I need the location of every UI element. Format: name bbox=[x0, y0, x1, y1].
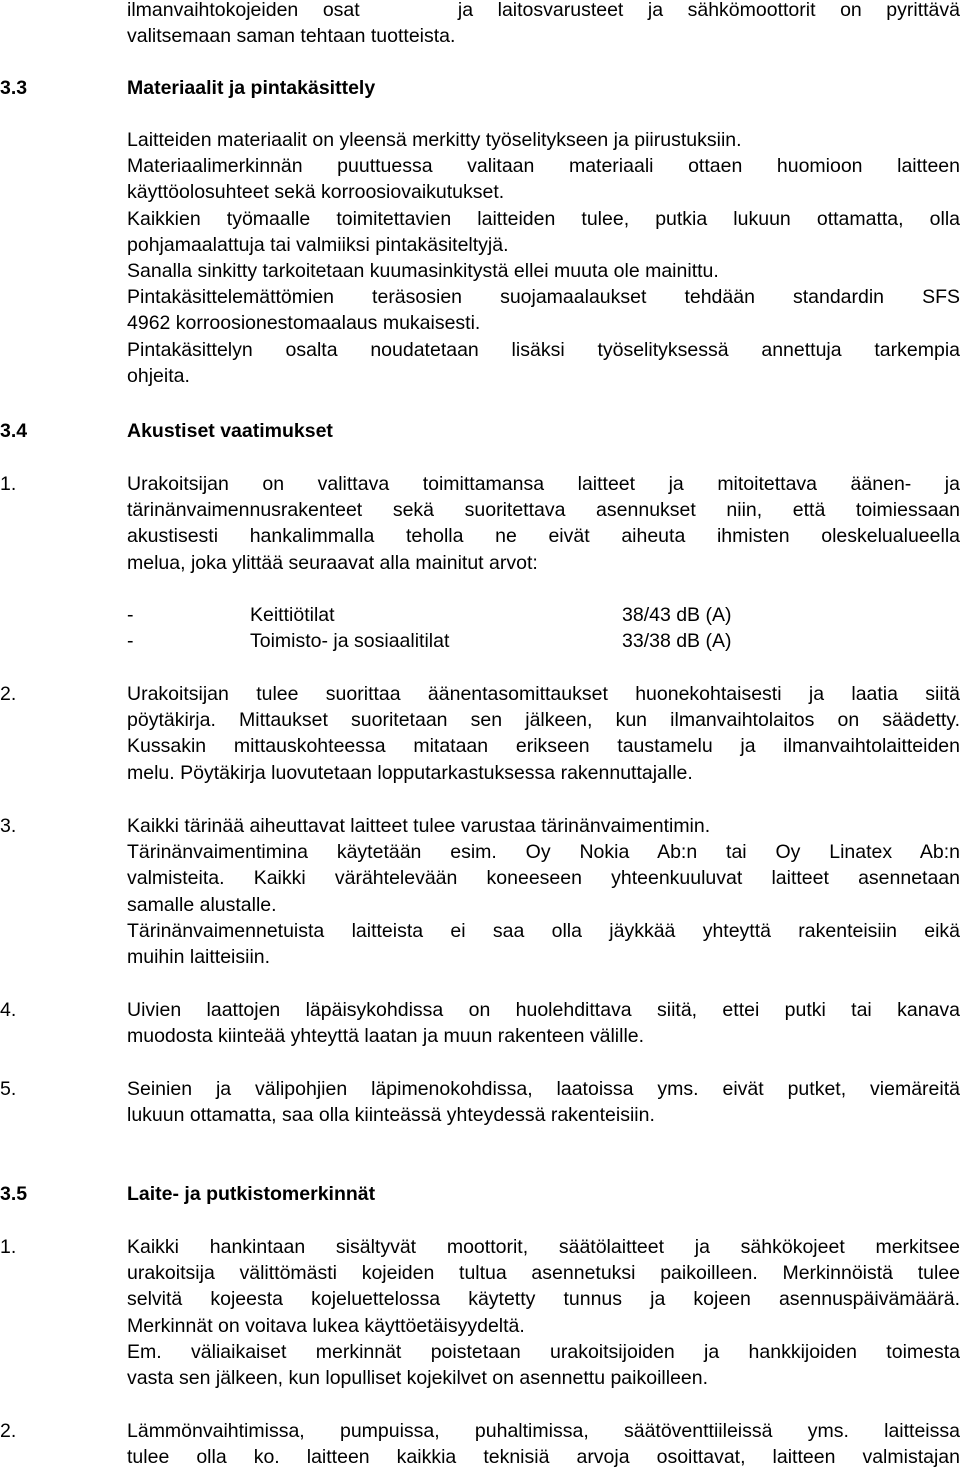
list-item bbox=[127, 681, 960, 786]
text-line: melu. Pöytäkirja luovutetaan lopputarkastuksessa rakennuttajalle. bbox=[127, 761, 693, 784]
table-cell-value: 38/43 dB (A) bbox=[622, 604, 732, 626]
text-line: selvitä kojeesta kojeluettelossa käytetty tunnus ja kojeen asennuspäivämäärä. bbox=[127, 1288, 960, 1311]
text-line: lukuun ottamatta, saa olla kiinteässä yhteydessä rakenteisiin. bbox=[127, 1104, 655, 1127]
text-line: muodosta kiinteää yhteyttä laatan ja muun rakenteen välille. bbox=[127, 1025, 645, 1048]
list-number: 1. bbox=[0, 473, 17, 495]
text-line: 4962 korroosionestomaalaus mukaisesti. bbox=[127, 312, 481, 335]
table-cell-label: Toimisto- ja sosiaalitilat bbox=[250, 630, 450, 652]
list-number: 3. bbox=[0, 815, 17, 837]
text-line: tärinänvaimennusrakenteet sekä suoritettava asennukset niin, että toimiessaan bbox=[127, 499, 960, 522]
text-line: valitsemaan saman tehtaan tuotteista. bbox=[127, 25, 456, 48]
section-number: 3.4 bbox=[0, 420, 28, 442]
text-line: samalle alustalle. bbox=[127, 893, 277, 916]
text-line: Sanalla sinkitty tarkoitetaan kuumasinkitystä ellei muuta ole mainittu. bbox=[127, 259, 719, 282]
text-line: Urakoitsijan tulee suorittaa äänentasomittaukset huonekohtaisesti ja laatia siitä bbox=[127, 683, 960, 705]
text-line: Pintakäsittelyn osalta noudatetaan lisäksi työselityksessä annettuja tarkempia bbox=[127, 338, 960, 361]
text-line: valmisteita. Kaikki värähtelevään koneeseen yhteenkuuluvat laitteet asennetaan bbox=[127, 867, 960, 890]
list-item bbox=[127, 1418, 960, 1470]
list-number: 2. bbox=[0, 683, 17, 705]
list-number: 5. bbox=[0, 1078, 17, 1100]
section-number: 3.5 bbox=[0, 1183, 28, 1205]
text-line: muihin laitteisiin. bbox=[127, 945, 271, 968]
list-number: 2. bbox=[0, 1420, 17, 1442]
text-line: Laitteiden materiaalit on yleensä merkitty työselitykseen ja piirustuksiin. bbox=[127, 129, 742, 151]
list-item bbox=[127, 1076, 960, 1128]
text-line: Materiaalimerkinnän puuttuessa valitaan materiaali ottaen huomioon laitteen bbox=[127, 155, 960, 178]
text-line: ohjeita. bbox=[127, 364, 190, 387]
text-line: pohjamaalattuja tai valmiiksi pintakäsiteltyjä. bbox=[127, 233, 509, 256]
text-line: käyttöolosuhteet sekä korroosiovaikutukset. bbox=[127, 181, 505, 204]
text-line: Kaikkien työmaalle toimitettavien laitteiden tulee, putkia lukuun ottamatta, olla bbox=[127, 207, 960, 230]
table-cell-dash: - bbox=[127, 604, 134, 626]
text-line: Tärinänvaimennetuista laitteista ei saa olla jäykkää yhteyttä rakenteisiin eikä bbox=[127, 919, 960, 942]
text-line: Kussakin mittauskohteessa mitataan erikseen taustamelu ja ilmanvaihtolaitteiden bbox=[127, 735, 960, 758]
text-line: tulee olla ko. laitteen kaikkia teknisiä arvoja osoittavat, laitteen valmistajan bbox=[127, 1446, 960, 1469]
list-item bbox=[127, 813, 960, 970]
list-item bbox=[127, 471, 960, 576]
text-line: Merkinnät on voitava lukea käyttöetäisyydeltä. bbox=[127, 1314, 525, 1337]
section-heading: Akustiset vaatimukset bbox=[127, 420, 333, 442]
text-line: Kaikki tärinää aiheuttavat laitteet tulee varustaa tärinänvaimentimin. bbox=[127, 815, 711, 837]
text-line: akustisesti hankalimmalla teholla ne eivät aiheuta ihmisten oleskelualueella bbox=[127, 525, 960, 548]
section-paragraph bbox=[127, 127, 960, 389]
text-line: Pintakäsittelemättömien teräsosien suojamaalaukset tehdään standardin SFS bbox=[127, 286, 960, 309]
text-line: Tärinänvaimentimina käytetään esim. Oy Nokia Ab:n tai Oy Linatex Ab:n bbox=[127, 841, 960, 864]
text-line: Kaikki hankintaan sisältyvät moottorit, säätölaitteet ja sähkökojeet merkitsee bbox=[127, 1236, 960, 1258]
list-item bbox=[127, 997, 960, 1049]
text-line: ilmanvaihtokojeiden osat ja laitosvarusteet ja sähkömoottorit on pyrittävä bbox=[127, 0, 960, 21]
text-line: Lämmönvaihtimissa, pumpuissa, puhaltimissa, säätöventtiileissä yms. laitteissa bbox=[127, 1420, 960, 1442]
text-line: pöytäkirja. Mittaukset suoritetaan sen jälkeen, kun ilmanvaihtolaitos on säädetty. bbox=[127, 709, 960, 732]
text-line: urakoitsija välittömästi kojeiden tultua asennetuksi paikoilleen. Merkinnöistä tulee bbox=[127, 1262, 960, 1285]
list-item bbox=[127, 1234, 960, 1391]
text-line: Em. väliaikaiset merkinnät poistetaan urakoitsijoiden ja hankkijoiden toimesta bbox=[127, 1340, 960, 1363]
section-number: 3.3 bbox=[0, 77, 28, 99]
text-line: Seinien ja välipohjien läpimenokohdissa, laatoissa yms. eivät putket, viemäreitä bbox=[127, 1078, 960, 1100]
section-heading: Materiaalit ja pintakäsittely bbox=[127, 77, 376, 99]
text-line: Urakoitsijan on valittava toimittamansa laitteet ja mitoitettava äänen- ja bbox=[127, 473, 960, 495]
intro-paragraph bbox=[127, 0, 960, 49]
text-line: Uivien laattojen läpäisykohdissa on huolehdittava siitä, ettei putki tai kanava bbox=[127, 999, 960, 1021]
section-heading: Laite- ja putkistomerkinnät bbox=[127, 1183, 376, 1205]
text-line: melua, joka ylittää seuraavat alla mainitut arvot: bbox=[127, 551, 538, 574]
list-number: 1. bbox=[0, 1236, 17, 1258]
text-line: vasta sen jälkeen, kun lopulliset kojekilvet on asennettu paikoilleen. bbox=[127, 1366, 709, 1389]
list-number: 4. bbox=[0, 999, 17, 1021]
table-cell-value: 33/38 dB (A) bbox=[622, 630, 732, 652]
table-cell-dash: - bbox=[127, 630, 134, 652]
table-cell-label: Keittiötilat bbox=[250, 604, 335, 626]
